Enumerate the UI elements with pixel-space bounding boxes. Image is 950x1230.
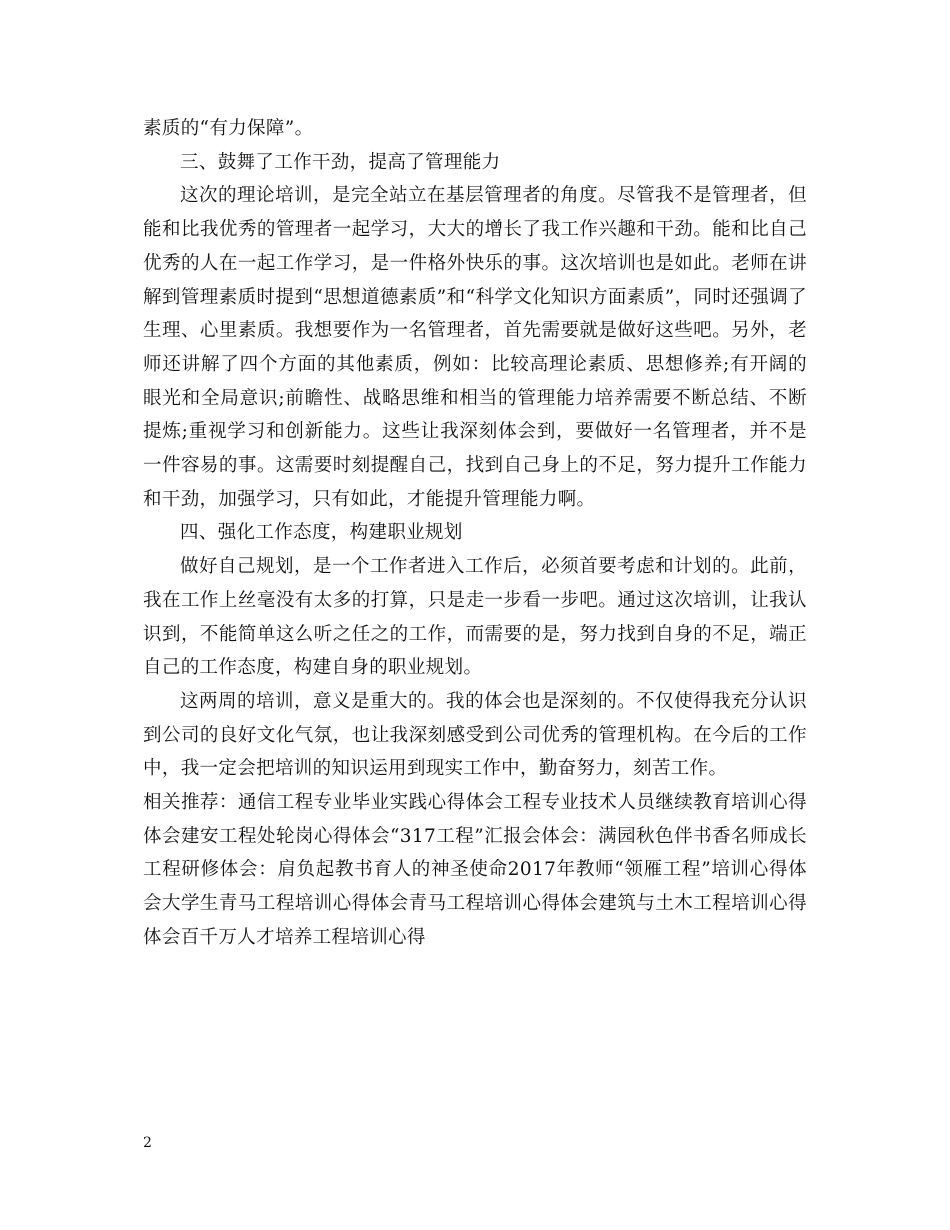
paragraph-conclusion: 这两周的培训，意义是重大的。我的体会也是深刻的。不仅使得我充分认识到公司的良好文化气氛，也让我深刻感受到公司优秀的管理机构。在今后的工作中，我一定会把培训的知识运用到现实工作中，勤奋努力，刻苦工作。 [143, 690, 807, 780]
related-recommendations: 相关推荐：通信工程专业毕业实践心得体会工程专业技术人员继续教育培训心得体会建安工程处轮岗心得体会“317工程”汇报会体会：满园秋色伴书香名师成长工程研修体会：肩负起教书育人的神圣使命2017年教师“领雁工程”培训心得体会大学生青马工程培训心得体会青马工程培训心得体会建筑与土木工程培训心得体会百千万人才培养工程培训心得 [143, 792, 807, 948]
document-body [143, 112, 807, 955]
paragraph-career-planning: 做好自己规划，是一个工作者进入工作后，必须首要考虑和计划的。此前，我在工作上丝毫没有太多的打算，只是走一步看一步吧。通过这次培训，让我认识到，不能简单这么听之任之的工作，而需要的是，努力找到自身的不足，端正自己的工作态度，构建自身的职业规划。 [143, 556, 807, 679]
section-heading-3: 三、鼓舞了工作干劲，提高了管理能力 [180, 151, 501, 173]
paragraph-continuation: 素质的“有力保障”。 [143, 118, 314, 139]
page-number: 2 [143, 1135, 152, 1151]
section-heading-4: 四、强化工作态度，构建职业规划 [180, 522, 463, 544]
paragraph-management-training: 这次的理论培训，是完全站立在基层管理者的角度。尽管我不是管理者，但能和比我优秀的管理者一起学习，大大的增长了我工作兴趣和干劲。能和比自己优秀的人在一起工作学习，是一件格外快乐的事。这次培训也是如此。老师在讲解到管理素质时提到“思想道德素质”和“科学文化知识方面素质”，同时还强调了生理、心里素质。我想要作为一名管理者，首先需要就是做好这些吧。另外，老师还讲解了四个方面的其他素质，例如：比较高理论素质、思想修养;有开阔的眼光和全局意识;前瞻性、战略思维和相当的管理能力培养需要不断总结、不断提炼;重视学习和创新能力。这些让我深刻体会到，要做好一名管理者，并不是一件容易的事。这需要时刻提醒自己，找到自己身上的不足，努力提升工作能力和干劲，加强学习，只有如此，才能提升管理能力啊。 [143, 185, 807, 510]
